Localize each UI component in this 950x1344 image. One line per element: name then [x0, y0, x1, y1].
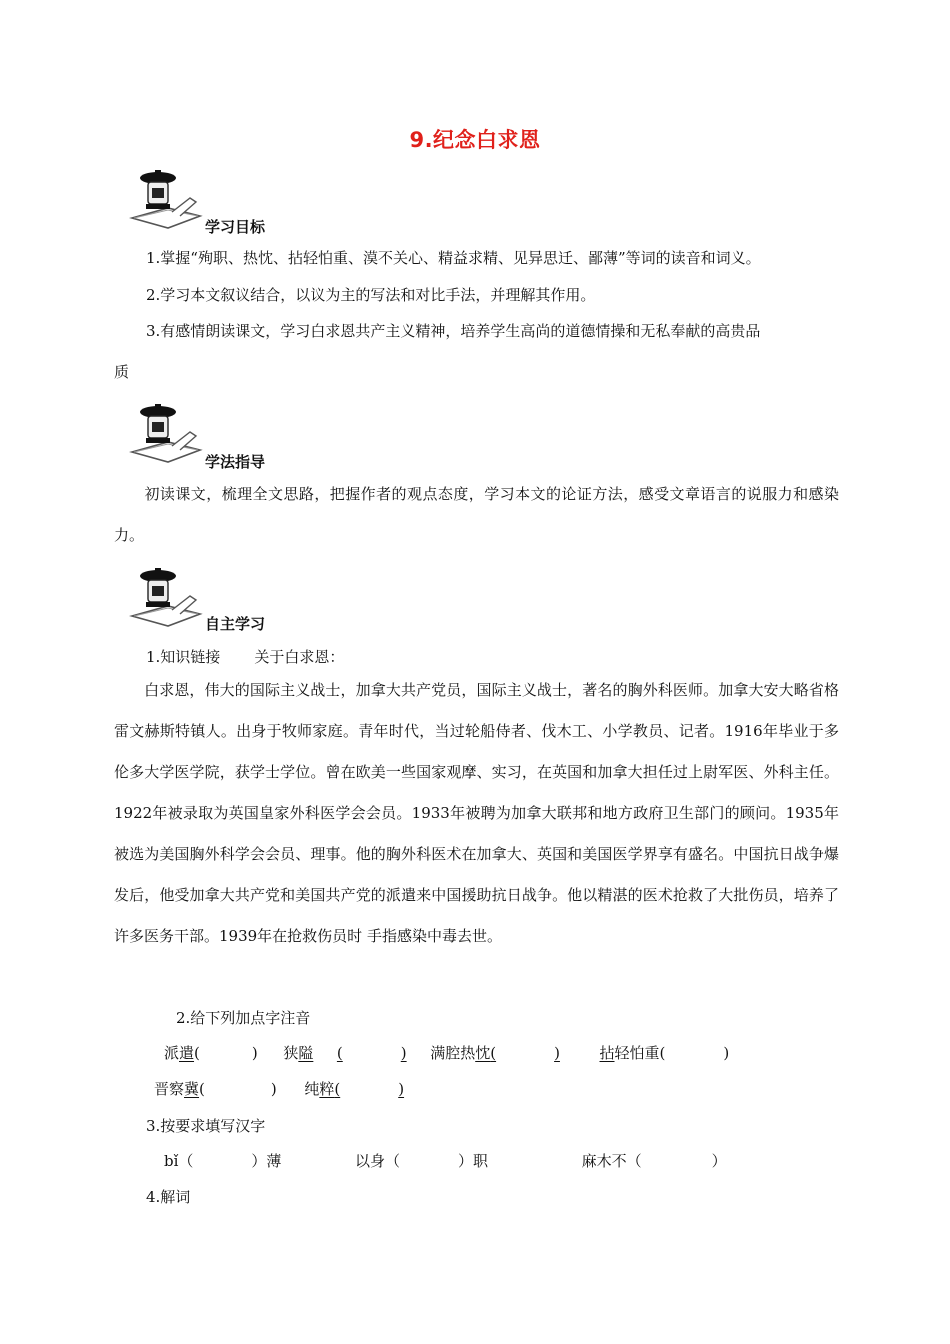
goal-item: 1.掌握“殉职、热忱、拈轻怕重、漠不关心、精益求精、见异思迁、鄙薄”等词的读音和词义。: [146, 249, 761, 267]
word-item: 狭隘: [283, 1044, 314, 1062]
pinyin-row-2: [154, 1079, 404, 1099]
word-item: 纯粹: [304, 1080, 335, 1098]
fill-item: 麻木不（ ）: [581, 1152, 727, 1170]
goal-item-cont: 质: [114, 363, 130, 381]
question-4-label: 4.解词: [146, 1188, 191, 1206]
section-heading-self-study: 自主学习: [205, 615, 266, 633]
knowledge-link-label: 1.知识链接: [146, 648, 221, 666]
fill-item: 以身（ ）职: [354, 1152, 489, 1170]
section-heading-goals: 学习目标: [205, 218, 266, 236]
fill-item: bǐ（ ）薄: [164, 1152, 282, 1170]
section-heading-method: 学法指导: [205, 453, 266, 471]
question-3-label: 3.按要求填写汉字: [146, 1117, 266, 1135]
knowledge-link-topic: 关于白求恩：: [254, 648, 345, 666]
word-item: 派遣( ): [164, 1044, 258, 1062]
fill-row: [164, 1151, 727, 1171]
pinyin-row-1: [164, 1043, 729, 1063]
word-item: 拈轻怕重( ): [599, 1044, 730, 1062]
word-item: 晋察冀( ): [154, 1080, 277, 1098]
answer-blank[interactable]: ( ): [336, 1044, 407, 1062]
answer-blank[interactable]: ( ): [490, 1044, 560, 1062]
goal-item: 2.学习本文叙议结合，以议为主的写法和对比手法，并理解其作用。: [146, 286, 596, 304]
lantern-book-icon: [128, 168, 204, 238]
goal-item: 3.有感情朗读课文，学习白求恩共产主义精神，培养学生高尚的道德情操和无私奉献的高贵品: [146, 322, 761, 340]
method-paragraph: 初读课文，梳理全文思路，把握作者的观点态度，学习本文的论证方法，感受文章语言的说服力和感染力。: [114, 485, 839, 544]
lantern-book-icon: [128, 402, 204, 472]
bethune-bio: 白求恩，伟大的国际主义战士，加拿大共产党员，国际主义战士，著名的胸外科医师。加拿大安大略省格雷文赫斯特镇人。出身于牧师家庭。青年时代，当过轮船侍者、伐木工、小学教员、记者。1916年毕业于多伦多大学医学院，获学士学位。曾在欧美一些国家观摩、实习，在英国和加拿大担任过上尉军医、外科主任。1922年被录取为英国皇家外科医学会会员。1933年被聘为加拿大联邦和地方政府卫生部门的顾问。1935年被选为美国胸外科学会会员、理事。他的胸外科医术在加拿大、英国和美国医学界享有盛名。中国抗日战争爆发后，他受加拿大共产党和美国共产党的派遣来中国援助抗日战争。他以精湛的医术抢救了大批伤员，培养了许多医务干部。1939年在抢救伤员时 手指感染中毒去世。: [114, 681, 839, 945]
lantern-book-icon: [128, 566, 204, 636]
question-2-label: 2.给下列加点字注音: [176, 1009, 311, 1027]
knowledge-link-row: [146, 647, 344, 667]
page-title: 9.纪念白求恩: [409, 128, 541, 152]
word-item: 满腔热忱: [430, 1044, 491, 1062]
answer-blank[interactable]: ( ): [334, 1080, 405, 1098]
